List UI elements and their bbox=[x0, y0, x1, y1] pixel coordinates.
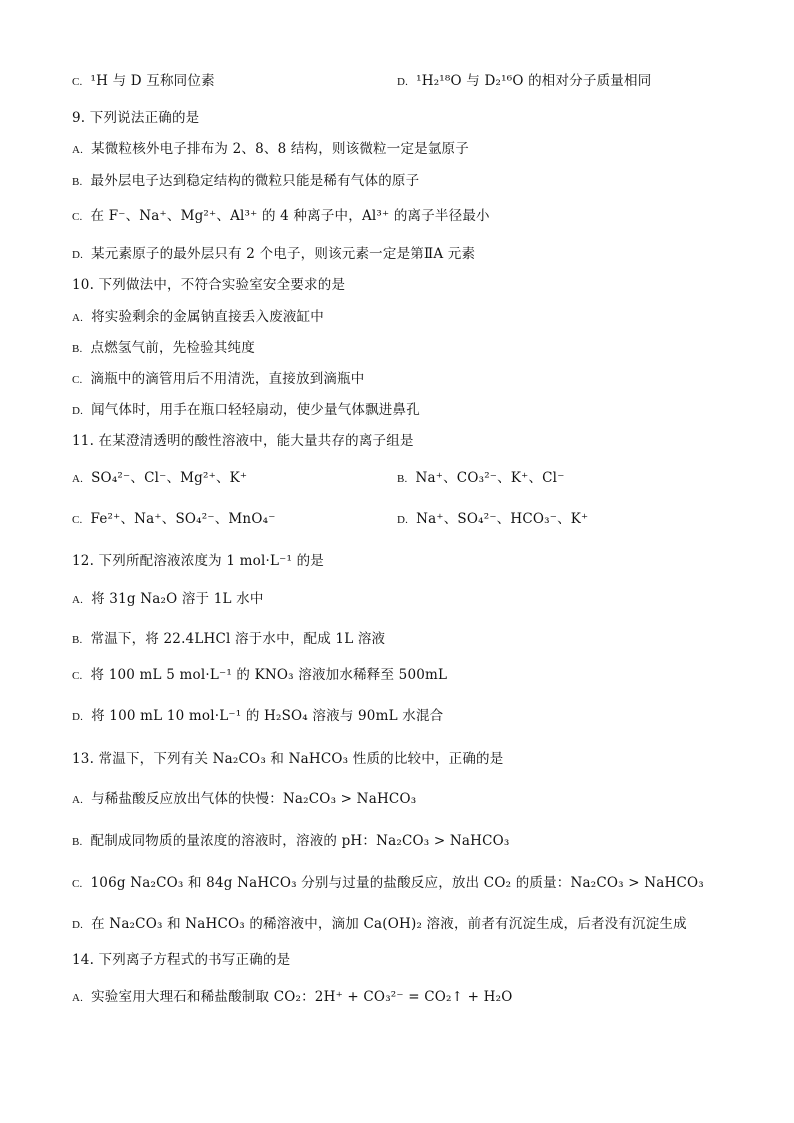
option-label: B. bbox=[72, 634, 83, 646]
option-text: 滴瓶中的滴管用后不用清洗，直接放到滴瓶中 bbox=[90, 371, 365, 387]
option-label: C. bbox=[72, 76, 83, 88]
option-text: Na⁺、SO₄²⁻、HCO₃⁻、K⁺ bbox=[416, 511, 589, 527]
option-label: C. bbox=[72, 514, 83, 526]
option-text: 与稀盐酸反应放出气体的快慢：Na₂CO₃ > NaHCO₃ bbox=[91, 791, 417, 807]
option-text: 将实验剩余的金属钠直接丢入废液缸中 bbox=[91, 309, 325, 325]
option-text: 某元素原子的最外层只有 2 个电子，则该元素一定是第ⅡA 元素 bbox=[91, 246, 476, 262]
option-11b bbox=[397, 469, 565, 488]
option-label: D. bbox=[397, 514, 409, 526]
option-9c bbox=[72, 207, 490, 226]
option-text: Fe²⁺、Na⁺、SO₄²⁻、MnO₄⁻ bbox=[90, 511, 276, 527]
option-10d bbox=[72, 401, 420, 420]
option-text: ¹H₂¹⁸O 与 D₂¹⁶O 的相对分子质量相同 bbox=[416, 73, 652, 89]
option-label: A. bbox=[72, 144, 84, 156]
question-text: 12. 下列所配溶液浓度为 1 mol·L⁻¹ 的是 bbox=[72, 553, 324, 569]
question-text: 13. 常温下，下列有关 Na₂CO₃ 和 NaHCO₃ 性质的比较中，正确的是 bbox=[72, 751, 504, 767]
option-9d bbox=[72, 245, 475, 264]
option-label: D. bbox=[72, 249, 84, 261]
option-text: 最外层电子达到稳定结构的微粒只能是稀有气体的原子 bbox=[90, 173, 420, 189]
option-text: 配制成同物质的量浓度的溶液时，溶液的 pH：Na₂CO₃ > NaHCO₃ bbox=[90, 833, 510, 849]
option-10a bbox=[72, 308, 324, 327]
option-label: C. bbox=[72, 878, 83, 890]
option-label: A. bbox=[72, 473, 84, 485]
option-label: B. bbox=[72, 836, 83, 848]
option-text: Na⁺、CO₃²⁻、K⁺、Cl⁻ bbox=[415, 470, 565, 486]
option-text: 在 F⁻、Na⁺、Mg²⁺、Al³⁺ 的 4 种离子中，Al³⁺ 的离子半径最小 bbox=[90, 208, 490, 224]
question-11 bbox=[72, 432, 414, 450]
option-label: A. bbox=[72, 312, 84, 324]
question-13 bbox=[72, 750, 503, 768]
option-label: B. bbox=[72, 176, 83, 188]
option-text: 将 31g Na₂O 溶于 1L 水中 bbox=[91, 591, 264, 607]
option-label: A. bbox=[72, 594, 84, 606]
option-text: 常温下，将 22.4LHCl 溶于水中，配成 1L 溶液 bbox=[90, 631, 386, 647]
option-8c bbox=[72, 72, 215, 91]
question-text: 10. 下列做法中，不符合实验室安全要求的是 bbox=[72, 277, 346, 293]
question-10 bbox=[72, 276, 345, 294]
option-label: D. bbox=[72, 711, 84, 723]
option-text: 在 Na₂CO₃ 和 NaHCO₃ 的稀溶液中，滴加 Ca(OH)₂ 溶液，前者有沉淀生成，后者没有沉淀生成 bbox=[91, 916, 687, 932]
question-text: 9. 下列说法正确的是 bbox=[72, 110, 200, 126]
option-label: B. bbox=[72, 343, 83, 355]
option-9b bbox=[72, 172, 419, 191]
option-text: 将 100 mL 10 mol·L⁻¹ 的 H₂SO₄ 溶液与 90mL 水混合 bbox=[91, 708, 444, 724]
option-text: 106g Na₂CO₃ 和 84g NaHCO₃ 分别与过量的盐酸反应，放出 CO₂ 的质量：Na₂CO₃ > NaHCO₃ bbox=[90, 875, 704, 891]
question-9 bbox=[72, 109, 199, 127]
option-label: A. bbox=[72, 992, 84, 1004]
option-13c bbox=[72, 874, 704, 893]
question-14 bbox=[72, 951, 290, 969]
option-text: 点燃氢气前，先检验其纯度 bbox=[90, 340, 255, 356]
option-12a bbox=[72, 590, 264, 609]
option-13a bbox=[72, 790, 416, 809]
option-label: D. bbox=[397, 76, 409, 88]
question-text: 14. 下列离子方程式的书写正确的是 bbox=[72, 952, 291, 968]
option-10b bbox=[72, 339, 255, 358]
option-label: B. bbox=[397, 473, 408, 485]
option-12b bbox=[72, 630, 385, 649]
option-9a bbox=[72, 140, 469, 159]
option-label: A. bbox=[72, 794, 84, 806]
option-label: C. bbox=[72, 670, 83, 682]
option-label: D. bbox=[72, 919, 84, 931]
option-8d bbox=[397, 72, 651, 91]
option-text: 某微粒核外电子排布为 2、8、8 结构，则该微粒一定是氩原子 bbox=[91, 141, 469, 157]
option-text: 将 100 mL 5 mol·L⁻¹ 的 KNO₃ 溶液加水稀释至 500mL bbox=[90, 667, 448, 683]
option-text: ¹H 与 D 互称同位素 bbox=[90, 73, 215, 89]
question-text: 11. 在某澄清透明的酸性溶液中，能大量共存的离子组是 bbox=[72, 433, 414, 449]
option-14a bbox=[72, 988, 513, 1007]
option-text: 实验室用大理石和稀盐酸制取 CO₂：2H⁺ + CO₃²⁻ = CO₂↑ + H₂O bbox=[91, 989, 513, 1005]
option-13d bbox=[72, 915, 687, 934]
question-12 bbox=[72, 552, 324, 570]
option-11a bbox=[72, 469, 247, 488]
option-12d bbox=[72, 707, 443, 726]
option-label: D. bbox=[72, 405, 84, 417]
option-13b bbox=[72, 832, 510, 851]
option-11c bbox=[72, 510, 276, 529]
option-11d bbox=[397, 510, 588, 529]
option-label: C. bbox=[72, 211, 83, 223]
option-label: C. bbox=[72, 374, 83, 386]
option-10c bbox=[72, 370, 365, 389]
option-text: SO₄²⁻、Cl⁻、Mg²⁺、K⁺ bbox=[91, 470, 248, 486]
option-12c bbox=[72, 666, 447, 685]
option-text: 闻气体时，用手在瓶口轻轻扇动，使少量气体飘进鼻孔 bbox=[91, 402, 420, 418]
